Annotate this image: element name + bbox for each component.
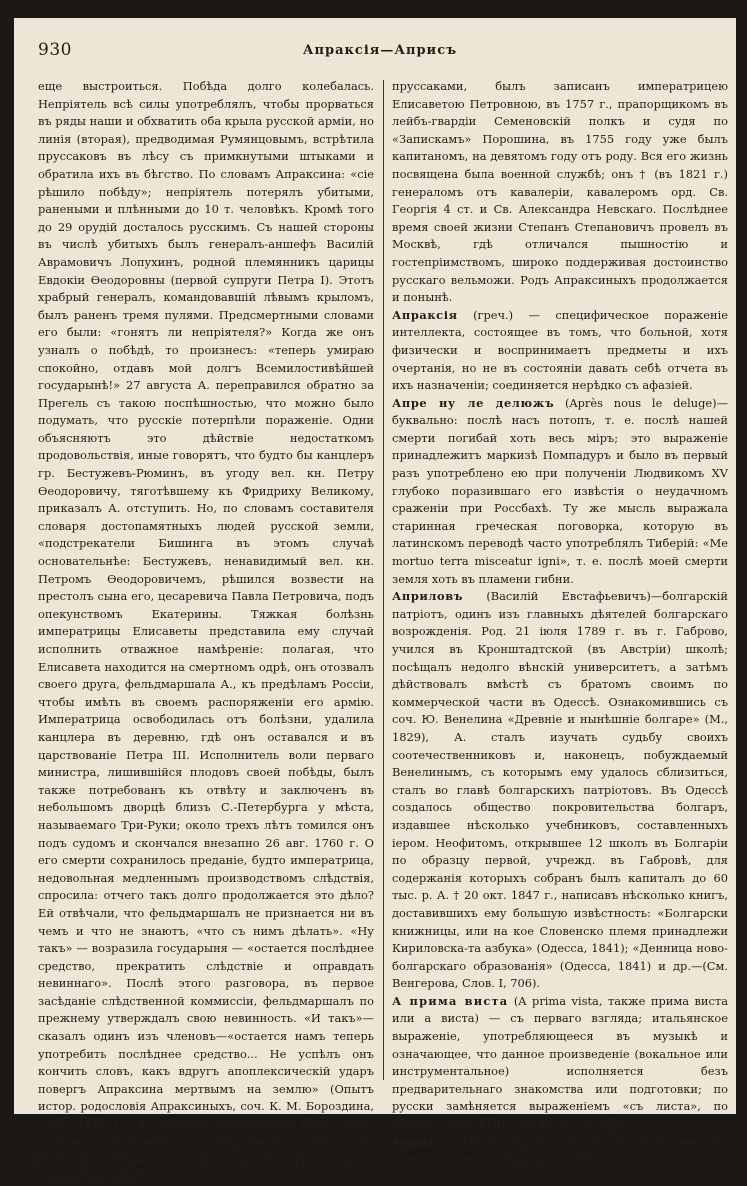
running-head: Апраксія—Априсъ <box>302 43 458 58</box>
headword: А прима виста <box>392 993 509 1008</box>
entry-text: (Après nous le deluge)—буквально: послѣ насъ потопъ, т. е. послѣ нашей смерти погибай хоть весь міръ; это выраженіе принадлежитъ маркизѣ Помпадуръ и было въ первый разъ употреблено ею при полученіи Людвикомъ XV глубоко поразившаго его извѣстія о неудачномъ сраженіи при Россбахѣ. Ту же мысль выражала старинная греческая поговорка, которую въ латинскомъ переводѣ часто употреблялъ Тиберій: «Me mortuo terra misceatur igni», т. е. послѣ моей смерти земля хоть въ пламени гибни. <box>392 395 728 586</box>
page-number: 930 <box>38 40 72 60</box>
entry-text: (A prima vista, также прима виста или а виста) — съ перваго взгляда; итальянское выраженіе, употребляющееся въ музыкѣ и означающее, что данное произведеніе (вокальное или инструментальное) исполняется безъ предварительнаго знакомства или подготовки; по русски замѣняется выраженіемъ «съ листа», по нѣмецк. «vom Blatt», по англ. «at sight». <box>392 993 728 1132</box>
entry-text: (Василій Евстафьевичъ)—болгарскій патріотъ, одинъ изъ главныхъ дѣятелей болгарскаго возрожденія. Род. 21 іюля 1789 г. въ г. Габрово, учился въ Кронштадтской (въ Австріи) школѣ; посѣщалъ недолго вѣнскій университетъ, а затѣмъ дѣйствовалъ вмѣстѣ съ братомъ своимъ по коммерческой части въ Одессѣ. Ознакомившись съ соч. Ю. Венелина «Древніе и нынѣшніе болгаре» (М., 1829), А. сталъ изучать судьбу своихъ соотечественниковъ и, наконецъ, побуждаемый Венелинымъ, съ которымъ ему удалось сблизиться, сталъ во главѣ болгарскихъ патріотовъ. Въ Одессѣ создалось общество покровительства болгаръ, издавшее нѣсколько учебниковъ, составленныхъ іером. Неофитомъ, открывшее 12 школъ въ Болгаріи по образцу первой, учрежд. въ Габровѣ, для содержанія которыхъ собранъ былъ капиталъ до 60 тыс. р. А. † 20 окт. 1847 г., написавъ нѣсколько книгъ, доставившихъ ему большую извѣстность: «Болгарски книжницы, или на кое Словенско племя принадлежи Кириловска-та азбука» (Одесса, 1841); «Денница ново-болгарскаго образованія» (Одесса, 1841) и др.—(См. Венгерова, Слов. I, 706). <box>392 589 728 991</box>
headword: Апре ну ле делюжъ <box>392 395 555 410</box>
text-columns <box>38 78 728 1184</box>
entry-apraksiya <box>392 307 728 395</box>
entry-apre-nu-le-delyuzh <box>392 395 728 589</box>
paragraph: пруссаками, былъ записанъ императрицею Елисаветою Петровною, въ 1757 г., прапорщикомъ въ лейбъ-гвардіи Семеновскій полкъ и судя по «Запискамъ» Порошина, въ 1755 году уже былъ капитаномъ, на девятомъ году отъ роду. Вся его жизнь посвящена была военной службѣ; онъ † (въ 1821 г.) генераломъ отъ кавалеріи, кавалеромъ орд. Св. Георгія 4 ст. и Св. Александра Невскаго. Послѣднее время своей жизни Степанъ Степановичъ провелъ въ Москвѣ, гдѣ отличался пышностію и гостепріимствомъ, широко поддерживая достоинство русскаго вельможи. Родъ Апраксиныхъ продолжается и понынѣ. <box>392 79 728 305</box>
headword: Апраксія <box>392 307 458 322</box>
entry-text: (греч.) — специфическое пораженіе интеллекта, состоящее въ томъ, что больной, хотя физически и воспринимаетъ предметы и ихъ очертанія, но не въ состояніи давать себѣ отчета въ ихъ назначеніи; соединяется нерѣдко съ афазіей. <box>392 307 728 393</box>
left-column <box>38 78 374 1186</box>
right-column <box>392 78 728 1169</box>
headword: Априсъ <box>392 1134 446 1149</box>
headword: Априловъ <box>392 589 464 604</box>
paragraph: еще выстроиться. Побѣда долго колебалась. Непріятель всѣ силы употреблялъ, чтобы прорваться въ ряды наши и обхватить оба крыла русской арміи, но линія (вторая), предводимая Румянцовымъ, встрѣтила пруссаковъ въ лѣсу съ примкнутыми штыками и обратила ихъ въ бѣгство. По словамъ Апраксина: «сіе рѣшило побѣду»; непріятель потерялъ убитыми, ранеными и плѣнными до 10 т. человѣкъ. Кромѣ того до 29 орудій досталось русскимъ. Съ нашей стороны въ числѣ убитыхъ былъ генералъ-аншефъ Василій Аврамовичъ Лопухинъ, родной племянникъ царицы Евдокіи Ѳеодоровны (первой супруги Петра I). Этотъ храбрый генералъ, командовавшій лѣвымъ крыломъ, былъ раненъ тремя пулями. Предсмертными словами его были: «гонятъ ли непріятеля?» Когда же онъ узналъ о побѣдѣ, то произнесъ: «теперь умираю спокойно, отдавъ мой долгъ Всемилостивѣйшей государынѣ!» 27 августа А. переправился обратно за Прегель съ такою поспѣшностью, что можно было подумать, что русскіе потерпѣли пораженіе. Одни объясняютъ это дѣйствіе недостаткомъ продовольствія, иные говорятъ, что будто бы канцлеръ гр. Бестужевъ-Рюминъ, въ угоду вел. кн. Петру Ѳеодоровичу, тяготѣвшему къ Фридриху Великому, приказалъ А. отступить. Но, по словамъ составителя словаря достопамятныхъ людей русской земли, «подстрекатели Бишинга въ этомъ случаѣ основательнѣе: Бестужевъ, ненавидимый вел. кн. Петромъ Ѳеодоровичемъ, рѣшился возвести на престолъ сына его, цесаревича Павла Петровича, подъ опекунствомъ Екатерины. Тяжкая болѣзнь императрицы Елисаветы представила ему случай исполнить отважное намѣреніе: полагая, что Елисавета находится на смертномъ одрѣ, онъ отозвалъ своего друга, фельдмаршала А., къ предѣламъ Россіи, чтобы имѣть въ своемъ распоряженіи его армію. Императрица освободилась отъ болѣзни, удалила канцлера въ деревню, гдѣ онъ оставался и въ царствованіе Петра III. Исполнитель воли перваго министра, лишившійся плодовъ своей побѣды, былъ также потребованъ къ отвѣту и заключенъ въ небольшомъ дворцѣ близъ С.-Петербурга у мѣста, называемаго Три-Руки; около трехъ лѣтъ томился онъ подъ судомъ и скончался внезапно 26 авг. 1760 г. О его смерти сохранилось преданіе, будто императрица, недовольная медленнымъ производствомъ слѣдствія, спросила: отчего такъ долго продолжается это дѣло? Ей отвѣчали, что фельдмаршалъ не признается ни въ чемъ и что не знаютъ, «что съ нимъ дѣлать». «Ну такъ» — возразила государыня — «остается послѣднее средство, прекратить слѣдствіе и оправдать невиннаго». Послѣ этого разговора, въ первое засѣданіе слѣдственной коммиссіи, фельдмаршалъ по прежнему утверждалъ свою невинность. «И такъ»—сказалъ одинъ изъ членовъ—«остается намъ теперь употребить послѣднее средство... Не успѣлъ онъ кончить словъ, какъ вдругъ апоплексическій ударъ повергъ Апраксина мертвымъ на землю» (Опытъ истор. родословія Апраксиныхъ, соч. К. М. Бороздина, Спб., 1841 г.). У Степана Ѳеодоровича былъ сынъ, Степанъ Степановичъ, который еще въ колыбели, по случаю побѣды своего родителя при Гросъ-Эгерсдорфѣ надъ <box>38 79 374 1184</box>
entry-apris <box>392 1134 728 1169</box>
column-divider <box>383 80 384 1080</box>
entry-aprilov <box>392 588 728 993</box>
dictionary-page <box>14 18 736 1184</box>
entry-text: —египетскій царь 26-ой саисской династіи, сынъ Псамметиха II, царств. 589— <box>392 1134 728 1167</box>
entry-a-prima-vista <box>392 993 728 1134</box>
page-header <box>38 40 722 66</box>
